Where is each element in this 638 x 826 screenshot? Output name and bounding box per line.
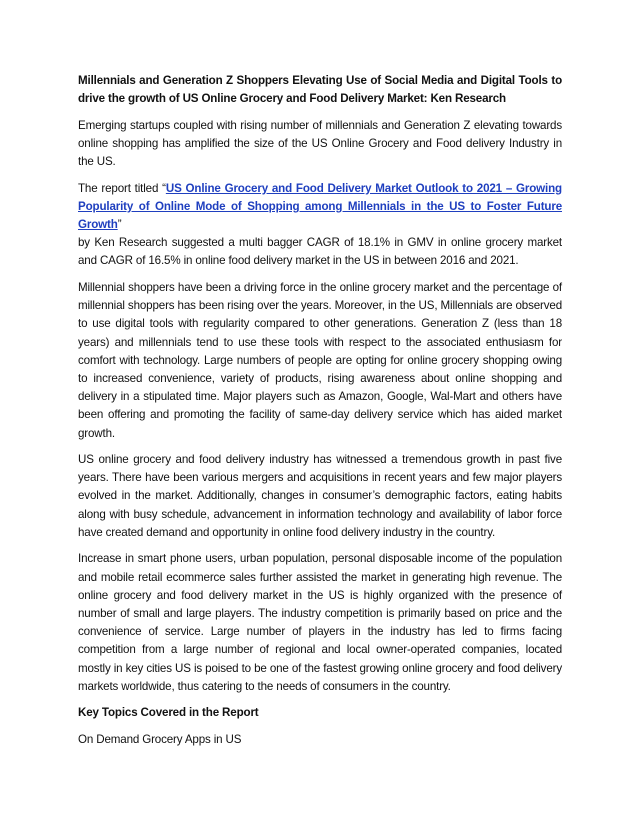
document-page (78, 72, 562, 749)
key-topics-heading: Key Topics Covered in the Report (78, 706, 259, 720)
market-drivers-paragraph: Increase in smart phone users, urban population, personal disposable income of the population and mobile retail ecommerce sales further assisted the market in generating high revenue. The online grocery and food delivery market in the US is highly organized with the presence of number of small and large players. The industry competition is primarily based on price and the convenience of service. Large number of players in the industry has led to firms facing competition from a large number of regional and local owner-operated companies, located mostly in key cities US is poised to be one of the fastest growing online grocery and food delivery markets worldwide, thus catering to the needs of consumers in the country. (78, 552, 562, 693)
millennial-paragraph: Millennial shoppers have been a driving force in the online grocery market and the percentage of millennial shoppers has been rising over the years. Moreover, in the US, Millennials are observed to use digital tools with regularity compared to other generations. Generation Z (less than 18 years) and millennials tend to use these tools with respect to the associated enthusiasm for comfort with technology. Large numbers of people are opting for online grocery shopping owing to increased convenience, variety of products, rising awareness about online shopping and delivery in a stipulated time. Major players such as Amazon, Google, Wal-Mart and others have been offering and promoting the facility of same-day delivery service which has aided market growth. (78, 280, 562, 440)
report-paragraph (78, 180, 562, 271)
intro-paragraph: Emerging startups coupled with rising number of millennials and Generation Z elevating towards online shopping has amplified the size of the US Online Grocery and Food delivery Industry in the US. (78, 118, 562, 169)
report-body: by Ken Research suggested a multi bagger CAGR of 18.1% in GMV in online grocery market and CAGR of 16.5% in online food delivery market in the US in between 2016 and 2021. (78, 236, 562, 268)
report-prefix: The report titled “ (78, 181, 166, 195)
article-title: Millennials and Generation Z Shoppers Elevating Use of Social Media and Digital Tools to drive the growth of US Online Grocery and Food Delivery Market: Ken Research (78, 74, 562, 106)
industry-growth-paragraph: US online grocery and food delivery industry has witnessed a tremendous growth in past five years. There have been various mergers and acquisitions in recent years and few major players evolved in the market. Additionally, changes in consumer’s demographic factors, eating habits along with busy schedule, advancement in information technology and availability of labor force have created demand and opportunity in online food delivery industry in the country. (78, 453, 562, 539)
report-suffix: ” (117, 218, 122, 232)
topic-item: On Demand Grocery Apps in US (78, 732, 242, 746)
report-title-link[interactable]: US Online Grocery and Food Delivery Market Outlook to 2021 – Growing Popularity of Online Mode of Shopping among Millennials in the US to Foster Future Growth (78, 181, 562, 232)
